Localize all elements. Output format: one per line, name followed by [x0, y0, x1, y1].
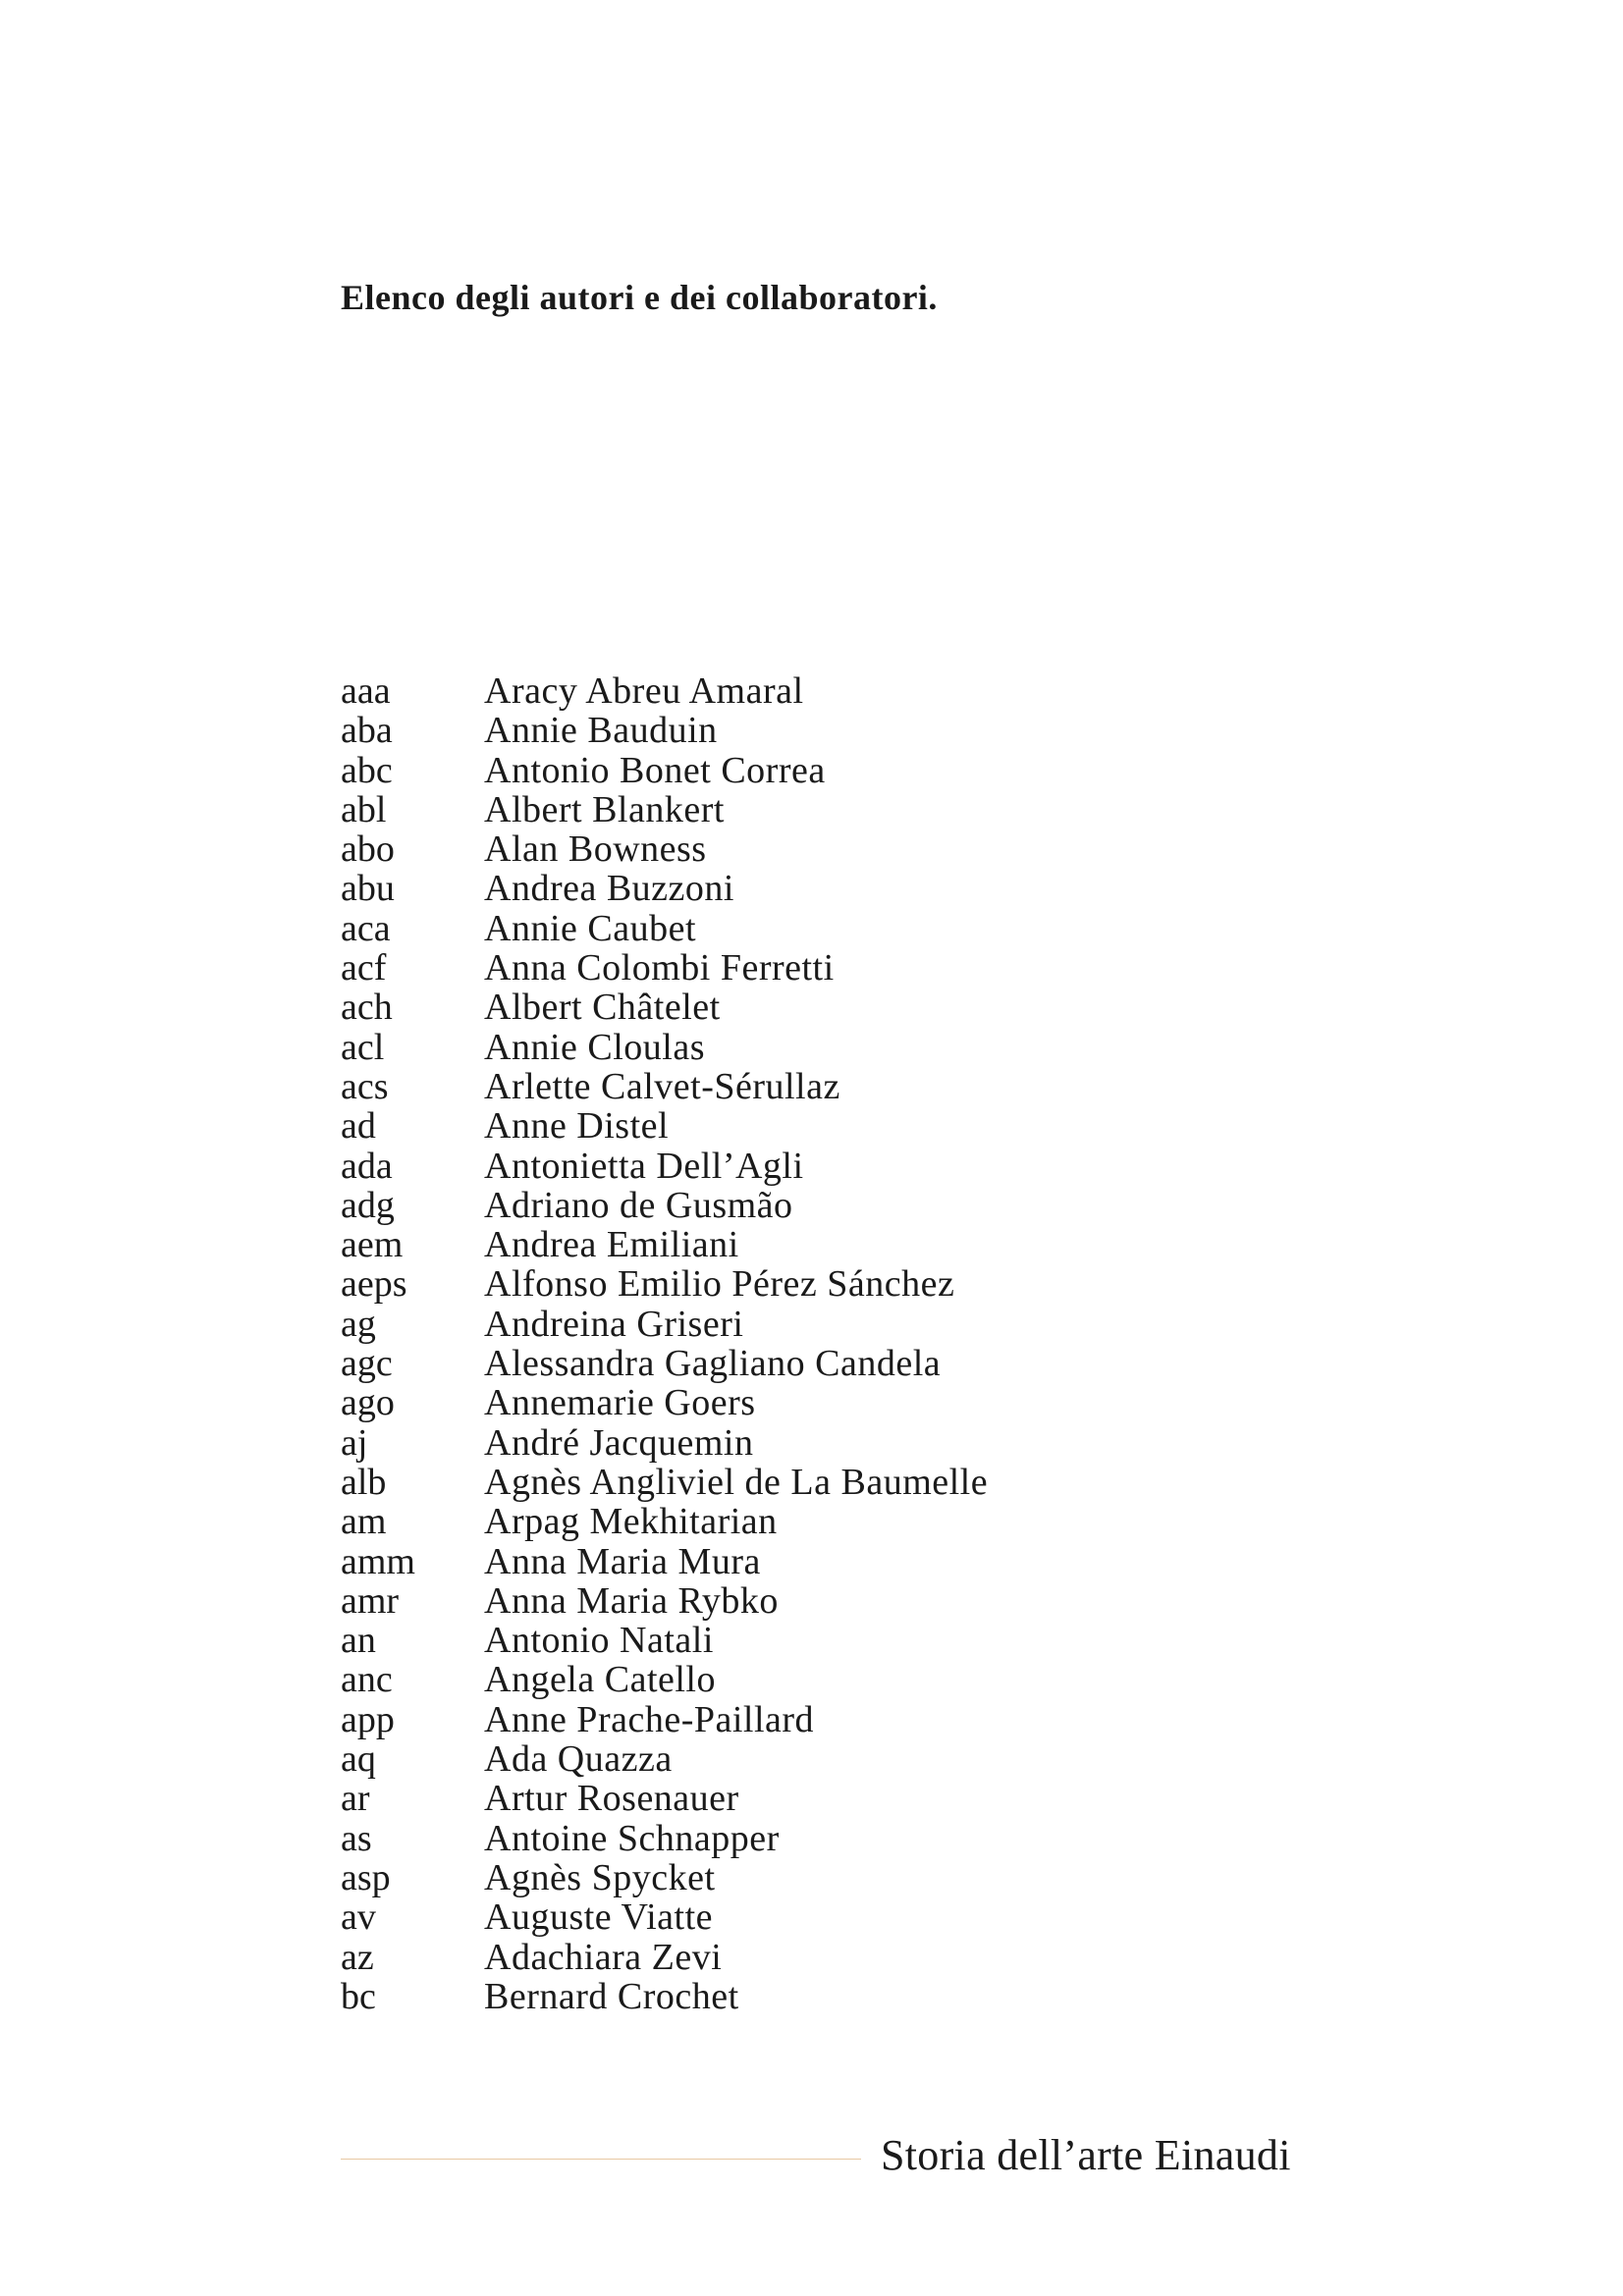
author-name: Annemarie Goers — [484, 1382, 756, 1424]
author-row — [341, 1264, 988, 1304]
author-row — [341, 1463, 988, 1502]
author-name: Annie Caubet — [484, 907, 697, 949]
author-abbreviation: abc — [341, 749, 393, 791]
author-abbreviation: alb — [341, 1461, 387, 1503]
author-abbreviation: az — [341, 1936, 374, 1978]
author-name: Artur Rosenauer — [484, 1778, 739, 1820]
author-row — [341, 1028, 988, 1067]
author-abbreviation: abl — [341, 788, 387, 830]
author-name: Angela Catello — [484, 1659, 716, 1701]
author-row — [341, 1423, 988, 1463]
author-name: Alan Bowness — [484, 828, 707, 871]
author-row — [341, 711, 988, 750]
footer-brand: Storia dell’arte Einaudi — [881, 2131, 1291, 2179]
author-abbreviation: adg — [341, 1184, 395, 1226]
author-name: Andreina Griseri — [484, 1303, 744, 1345]
author-abbreviation: an — [341, 1620, 376, 1662]
author-abbreviation: ach — [341, 987, 393, 1029]
author-row — [341, 1977, 988, 2016]
author-row — [341, 1186, 988, 1225]
author-abbreviation: abu — [341, 868, 395, 910]
author-row — [341, 1305, 988, 1344]
author-row — [341, 1383, 988, 1422]
author-abbreviation: acl — [341, 1026, 385, 1068]
author-row — [341, 790, 988, 829]
author-row — [341, 1225, 988, 1264]
author-row — [341, 829, 988, 869]
author-row — [341, 1581, 988, 1621]
author-name: Anna Maria Rybko — [484, 1579, 779, 1622]
author-abbreviation: agc — [341, 1343, 393, 1385]
author-row — [341, 751, 988, 790]
author-abbreviation: anc — [341, 1659, 393, 1701]
author-name: Aracy Abreu Amaral — [484, 670, 804, 712]
author-row — [341, 1502, 988, 1541]
author-abbreviation: abo — [341, 828, 395, 871]
author-row — [341, 948, 988, 988]
author-abbreviation: acs — [341, 1065, 389, 1107]
author-abbreviation: asp — [341, 1856, 391, 1898]
author-name: André Jacquemin — [484, 1421, 754, 1464]
author-name: Albert Châtelet — [484, 987, 721, 1029]
author-row — [341, 1660, 988, 1699]
author-row — [341, 1344, 988, 1383]
author-abbreviation: aeps — [341, 1263, 407, 1306]
author-row — [341, 671, 988, 711]
author-abbreviation: bc — [341, 1975, 376, 2017]
author-name: Arpag Mekhitarian — [484, 1501, 778, 1543]
author-name: Arlette Calvet-Sérullaz — [484, 1065, 840, 1107]
author-row — [341, 1542, 988, 1581]
author-name: Agnès Angliviel de La Baumelle — [484, 1461, 989, 1503]
author-name: Adriano de Gusmão — [484, 1184, 793, 1226]
author-name: Alfonso Emilio Pérez Sánchez — [484, 1263, 955, 1306]
author-abbreviation: ar — [341, 1778, 370, 1820]
author-name: Antonio Natali — [484, 1620, 714, 1662]
author-name: Bernard Crochet — [484, 1975, 739, 2017]
author-name: Anne Prache-Paillard — [484, 1698, 815, 1740]
author-abbreviation: av — [341, 1896, 376, 1939]
author-name: Agnès Spycket — [484, 1856, 716, 1898]
author-abbreviation: aaa — [341, 670, 391, 712]
author-row — [341, 1106, 988, 1146]
author-list — [341, 671, 988, 2016]
author-abbreviation: aq — [341, 1738, 376, 1781]
author-name: Auguste Viatte — [484, 1896, 714, 1939]
author-name: Alessandra Gagliano Candela — [484, 1343, 942, 1385]
author-name: Antonio Bonet Correa — [484, 749, 826, 791]
author-row — [341, 1779, 988, 1818]
author-row — [341, 1621, 988, 1660]
author-name: Anne Distel — [484, 1105, 670, 1148]
author-abbreviation: aca — [341, 907, 391, 949]
author-name: Ada Quazza — [484, 1738, 673, 1781]
author-name: Annie Bauduin — [484, 710, 718, 752]
author-abbreviation: ago — [341, 1382, 395, 1424]
author-row — [341, 1147, 988, 1186]
author-abbreviation: as — [341, 1817, 372, 1859]
author-name: Anna Maria Mura — [484, 1540, 761, 1582]
author-row — [341, 1897, 988, 1937]
author-row — [341, 1739, 988, 1779]
author-abbreviation: app — [341, 1698, 395, 1740]
author-abbreviation: am — [341, 1501, 387, 1543]
author-row — [341, 909, 988, 948]
author-abbreviation: amr — [341, 1579, 400, 1622]
author-row — [341, 1067, 988, 1106]
author-name: Annie Cloulas — [484, 1026, 705, 1068]
footer-divider — [341, 2159, 861, 2160]
author-name: Andrea Buzzoni — [484, 868, 734, 910]
author-name: Antonietta Dell’Agli — [484, 1145, 804, 1187]
author-name: Andrea Emiliani — [484, 1224, 739, 1266]
author-abbreviation: ada — [341, 1145, 393, 1187]
author-abbreviation: ad — [341, 1105, 376, 1148]
author-abbreviation: amm — [341, 1540, 415, 1582]
author-abbreviation: aem — [341, 1224, 404, 1266]
author-abbreviation: aj — [341, 1421, 368, 1464]
author-row — [341, 1858, 988, 1897]
author-row — [341, 869, 988, 908]
author-abbreviation: acf — [341, 947, 387, 989]
author-name: Adachiara Zevi — [484, 1936, 723, 1978]
author-row — [341, 1819, 988, 1858]
author-abbreviation: ag — [341, 1303, 376, 1345]
author-row — [341, 1700, 988, 1739]
page-title: Elenco degli autori e dei collaboratori. — [341, 278, 938, 317]
author-abbreviation: aba — [341, 710, 393, 752]
author-row — [341, 988, 988, 1027]
author-name: Anna Colombi Ferretti — [484, 947, 835, 989]
author-name: Albert Blankert — [484, 788, 725, 830]
author-row — [341, 1938, 988, 1977]
author-name: Antoine Schnapper — [484, 1817, 780, 1859]
